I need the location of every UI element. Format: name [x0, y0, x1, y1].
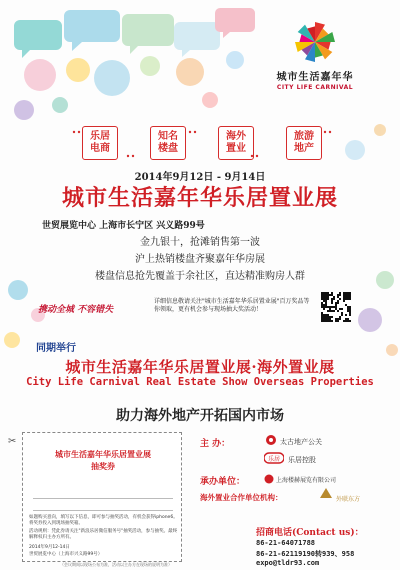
- qr-cell: [329, 310, 331, 312]
- qr-cell: [323, 316, 325, 318]
- qr-cell: [327, 306, 329, 308]
- qr-cell: [321, 314, 323, 316]
- qr-cell: [323, 314, 325, 316]
- qr-cell: [343, 292, 345, 294]
- qr-cell: [329, 320, 331, 322]
- undertake-label: 承办单位：: [200, 477, 246, 487]
- qr-cell: [345, 296, 347, 298]
- qr-cell: [345, 320, 347, 322]
- qr-cell: [339, 292, 341, 294]
- qr-cell: [337, 310, 339, 312]
- host-label: 主 办：: [200, 439, 231, 449]
- qr-cell: [327, 320, 329, 322]
- qr-cell: [329, 316, 331, 318]
- qr-cell: [327, 294, 329, 296]
- qr-cell: [349, 294, 351, 296]
- city-life-carnival-logo: [250, 20, 380, 110]
- qr-cell: [331, 300, 333, 302]
- logo-pinwheel-icon: [285, 20, 345, 64]
- footnote: （会议期间以现场公布为准，活动以主办方在现场的说明为准）: [60, 562, 172, 567]
- qr-cell: [335, 302, 337, 304]
- qr-cell: [327, 298, 329, 300]
- qr-cell: [331, 302, 333, 304]
- qr-cell: [331, 320, 333, 322]
- callout-tagline: 携动全城 不容错失: [38, 305, 114, 315]
- qr-cell: [321, 302, 323, 304]
- qr-cell: [331, 310, 333, 312]
- concurrent-title: 城市生活嘉年华乐居置业展·海外置业展: [65, 358, 335, 376]
- qr-cell: [329, 318, 331, 320]
- badge-dot-decoration: [70, 124, 334, 164]
- qr-cell: [325, 306, 327, 308]
- contact-phone-1[interactable]: 86-21-64071788: [256, 539, 316, 547]
- qr-cell: [323, 298, 325, 300]
- qr-cell: [327, 292, 329, 294]
- qr-cell: [341, 312, 343, 314]
- concurrent-label: 同期举行: [36, 343, 76, 354]
- svg-text:乐居: 乐居: [267, 456, 281, 463]
- qr-cell: [325, 294, 327, 296]
- contact-title: 招商电话(Contact us)：: [256, 528, 364, 538]
- qr-cell: [349, 306, 351, 308]
- slogan-item: 沪上热销楼盘齐聚嘉年华房展: [135, 254, 265, 265]
- qr-cell: [347, 310, 349, 312]
- qr-cell: [323, 292, 325, 294]
- qr-cell: [337, 320, 339, 322]
- qr-cell: [321, 304, 323, 306]
- concurrent-tagline: 助力海外地产开拓国内市场: [116, 408, 284, 424]
- qr-cell: [335, 306, 337, 308]
- event-venue: 世贸展览中心 上海市长宁区 兴义路99号: [42, 221, 205, 231]
- qr-cell: [349, 320, 351, 322]
- category-line2: 置业: [226, 143, 246, 154]
- coupon-note: 如题购买意向，填写以下信息，即可参与抽奖活动，有机会获得iphone6。将奖券投入到现场抽奖箱。: [29, 515, 178, 526]
- qr-cell: [321, 306, 323, 308]
- qr-cell: [345, 318, 347, 320]
- category-line2: 楼盘: [158, 143, 178, 154]
- coupon-title: 城市生活嘉年华乐居置业展: [55, 449, 151, 459]
- qr-cell: [347, 318, 349, 320]
- qr-cell: [323, 320, 325, 322]
- logo-subtitle: CITY LIFE CARNIVAL: [276, 84, 354, 91]
- qr-cell: [333, 310, 335, 312]
- qr-cell: [327, 316, 329, 318]
- qr-cell: [335, 320, 337, 322]
- qr-cell: [343, 300, 345, 302]
- qr-cell: [325, 318, 327, 320]
- qr-cell: [337, 294, 339, 296]
- category-line2: 电商: [90, 143, 110, 154]
- qr-cell: [339, 316, 341, 318]
- qr-cell: [327, 314, 329, 316]
- qr-cell: [327, 310, 329, 312]
- qr-cell: [323, 304, 325, 306]
- qr-cell: [337, 302, 339, 304]
- qr-cell: [321, 312, 323, 314]
- host-logo-icon: [264, 434, 278, 446]
- qr-cell: [339, 294, 341, 296]
- qr-cell: [345, 304, 347, 306]
- qr-cell: [349, 314, 351, 316]
- qr-cell: [345, 314, 347, 316]
- qr-cell: [331, 298, 333, 300]
- coupon-subtitle: 抽奖券: [91, 461, 115, 471]
- qr-cell: [345, 292, 347, 294]
- media-partner-logo-icon: [318, 486, 334, 500]
- qr-cell: [343, 298, 345, 300]
- host-name: 太古地产公关: [280, 438, 322, 446]
- qr-cell: [321, 320, 323, 322]
- qr-cell: [331, 306, 333, 308]
- qr-cell: [333, 298, 335, 300]
- scissors-icon: ✂: [8, 436, 17, 447]
- coupon-name-field[interactable]: [33, 491, 173, 499]
- sponsors-block: [200, 432, 380, 567]
- media-partner-name: 外联东方: [336, 496, 361, 503]
- qr-cell: [325, 300, 327, 302]
- qr-cell: [325, 302, 327, 304]
- qr-cell: [325, 296, 327, 298]
- qr-cell: [349, 292, 351, 294]
- qr-cell: [323, 318, 325, 320]
- qr-cell: [323, 306, 325, 308]
- qr-cell: [347, 320, 349, 322]
- qr-cell: [325, 316, 327, 318]
- category-line1: 旅游: [294, 131, 314, 142]
- qr-cell: [333, 306, 335, 308]
- qr-cell: [323, 300, 325, 302]
- qr-cell: [337, 296, 339, 298]
- slogan-item: 金九银十，抢滩销售第一波: [140, 237, 260, 248]
- qr-cell: [349, 308, 351, 310]
- co-host-name: 乐居控股: [288, 456, 316, 464]
- qr-cell: [347, 308, 349, 310]
- coupon-venue: 世贸展览中心（上海市兴义路99号）: [29, 552, 103, 557]
- qr-cell: [349, 310, 351, 312]
- qr-cell: [325, 314, 327, 316]
- coupon-date: 2014年9月12-14日: [29, 545, 70, 550]
- qr-cell: [347, 306, 349, 308]
- qr-cell: [345, 298, 347, 300]
- qr-cell: [325, 320, 327, 322]
- slogan-list: [0, 234, 400, 285]
- qr-cell: [327, 296, 329, 298]
- coupon-phone-field[interactable]: [33, 503, 173, 511]
- category-line1: 乐居: [90, 131, 110, 142]
- qr-cell: [339, 298, 341, 300]
- qr-cell: [329, 294, 331, 296]
- qr-cell: [335, 318, 337, 320]
- qr-cell: [321, 318, 323, 320]
- qr-cell: [321, 294, 323, 296]
- qr-cell: [349, 312, 351, 314]
- qr-cell: [325, 298, 327, 300]
- event-date: 2014年9月12日 - 9月14日: [134, 172, 266, 183]
- contact-phone-2[interactable]: 86-21-62119190转939、958: [256, 550, 355, 558]
- logo-title: 城市生活嘉年华: [276, 72, 354, 83]
- contact-email[interactable]: expo@tldr93.com: [256, 559, 320, 567]
- qr-cell: [341, 308, 343, 310]
- qr-cell: [347, 294, 349, 296]
- lottery-coupon[interactable]: [22, 432, 182, 562]
- qr-cell: [323, 296, 325, 298]
- qr-cell: [327, 318, 329, 320]
- category-line2: 地产: [294, 143, 314, 154]
- slogan-item: 楼盘信息抢先覆盖于余社区，直达精准购房人群: [95, 271, 305, 282]
- qr-cell: [349, 298, 351, 300]
- qr-cell: [329, 306, 331, 308]
- organizer-name: 上海楼赫展览有限公司: [276, 477, 337, 484]
- media-partner-label: 海外置业合作单位机构：: [200, 493, 283, 502]
- qr-cell: [349, 296, 351, 298]
- qr-cell: [343, 296, 345, 298]
- qr-cell: [331, 294, 333, 296]
- qr-cell: [321, 298, 323, 300]
- qr-cell: [321, 296, 323, 298]
- qr-cell: [347, 296, 349, 298]
- qr-cell: [341, 314, 343, 316]
- qr-cell: [339, 318, 341, 320]
- coupon-rules: 活动规则：凭此券请关注"新浪乐居微信服务号"抽奖活动，参与抽奖。最终解释权归主办方所有。: [29, 529, 178, 540]
- qr-cell: [339, 308, 341, 310]
- qr-cell: [325, 304, 327, 306]
- qr-cell: [335, 304, 337, 306]
- organizer-logo-icon: [264, 474, 274, 484]
- qr-cell: [347, 298, 349, 300]
- category-line1: 知名: [158, 131, 178, 142]
- event-title: 城市生活嘉年华乐居置业展: [61, 185, 338, 211]
- co-host-logo-icon: [264, 452, 284, 464]
- callout-description: 详细信息敬请关注"城市生活嘉年华乐居置业展"百万奖品等你领取，更有机会参与现场抽大奖活动！: [154, 298, 310, 313]
- qr-code-icon: [321, 292, 351, 322]
- qr-cell: [321, 292, 323, 294]
- qr-cell: [331, 316, 333, 318]
- qr-cell: [321, 316, 323, 318]
- qr-cell: [337, 300, 339, 302]
- qr-cell: [325, 292, 327, 294]
- qr-cell: [333, 296, 335, 298]
- qr-cell: [347, 292, 349, 294]
- qr-cell: [323, 308, 325, 310]
- qr-cell: [345, 294, 347, 296]
- qr-cell: [343, 320, 345, 322]
- category-line1: 海外: [226, 131, 246, 142]
- concurrent-english-title: City Life Carnival Real Estate Show Overseas Properties: [26, 376, 374, 388]
- qr-cell: [337, 318, 339, 320]
- qr-cell: [343, 294, 345, 296]
- qr-cell: [331, 292, 333, 294]
- qr-cell: [335, 308, 337, 310]
- qr-cell: [323, 294, 325, 296]
- qr-cell: [329, 308, 331, 310]
